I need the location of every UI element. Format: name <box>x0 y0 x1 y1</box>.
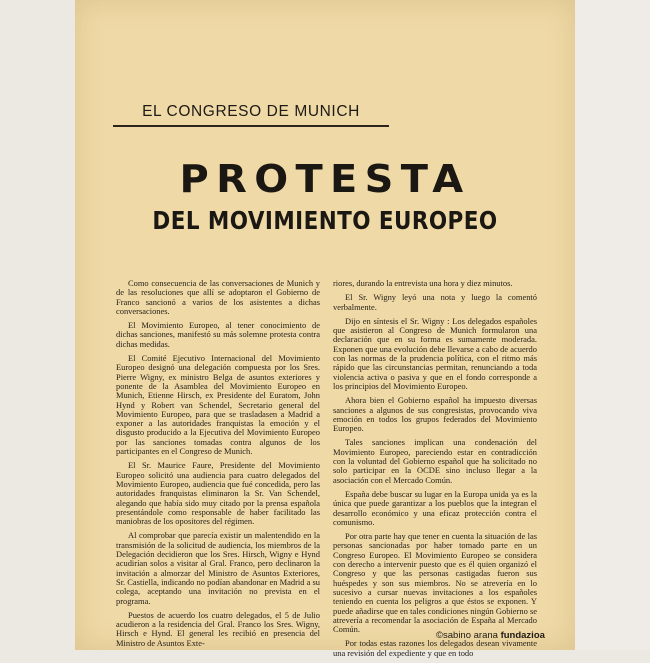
paragraph: Ahora bien el Gobierno español ha impuesto diversas sanciones a algunos de sus congresistas, provocando viva emoción en todos los grupos federados del Movimiento Europeo. <box>333 395 537 434</box>
subheadline: DEL MOVIMIENTO EUROPEO <box>152 206 498 235</box>
headline: PROTESTA <box>179 157 471 201</box>
paragraph: riores, durando la entrevista una hora y diez minutos. <box>333 278 513 288</box>
paragraph: Dijo en síntesis el Sr. Wigny : Los delegados españoles que asistieron al Congreso de Munich formularon una declaración que en su forma es sumamente moderada. Exponen que una evolución debe llevarse a cabo de acuerdo con las normas de la prudencia política, con el ritmo más rápido que las circunstancias permitan, renunciando a toda violencia activa o pasiva y que en el fondo corresponde a los principios del Movimiento Europeo. <box>333 315 537 391</box>
section-header: EL CONGRESO DE MUNICH <box>142 103 360 120</box>
paragraph: El Comité Ejecutivo Internacional del Movimiento Europeo designó una delegación compuesta por los Sres. Pierre Wigny, ex ministro Belga de asuntos exteriores y ponente de la Asamblea del Movimiento Europeo en Munich, Etienne Hirsch, ex Presidente del Euratom, John Hynd y Robert van Schendel, Secretario general del Movimiento Europeo, para que se trasladasen a Madrid a exponer a las autoridades franquistas la emoción y el disgusto producido a la Ejecutiva del Movimiento Europeo por las sanciones tomadas contra algunos de los participantes en el Congreso de Munich. <box>116 353 320 457</box>
scan-margin <box>575 0 650 650</box>
article-column-right <box>333 279 537 663</box>
paragraph: Al comprobar que parecía existir un malentendido en la transmisión de la solicitud de audiencia, los miembros de la Delegación decidieron que los Sres. Hirsch, Wigny e Hynd acudirían solos a visitar al Gral. Franco, pero declinaron la invitación a almorzar del Ministro de Asuntos Exteriores, Sr. Castiella, indicando no podían abandonar en Madrid a su colega, aceptando una invitación no prevista en el programa. <box>116 530 320 606</box>
paragraph: El Sr. Wigny leyó una nota y luego la comentó verbalmente. <box>333 292 537 312</box>
paragraph: Como consecuencia de las conversaciones de Munich y de las resoluciones que allí se adoptaron el Gobierno de Franco sancionó a varios de los asistentes a dichas conversaciones. <box>116 278 320 316</box>
paragraph: Tales sanciones implican una condenación del Movimiento Europeo, pareciendo estar en contradicción con la voluntad del Gobierno español que ha solicitado no solo participar en la OCDE sino incluso llegar a la asociación con el Mercado Común. <box>333 437 537 485</box>
article-column-left <box>116 279 320 653</box>
paragraph: El Sr. Maurice Faure, Presidente del Movimiento Europeo solicitó una audiencia para cuatro delegados del Movimiento Europeo, audiencia que fué concedida, pero las autoridades franquistas eliminaron la Sr. Van Schendel, alegando que había sido muy citado por la prensa española presentándole como responsable de haber facilitado las maniobras de los opositores del régimen. <box>116 460 320 527</box>
paragraph: España debe buscar su lugar en la Europa unida ya es la única que puede garantizar a los pueblos que la integran el desarrollo económico y una eficaz protección contra el comunismo. <box>333 488 537 527</box>
paragraph: El Movimiento Europeo, al tener conocimiento de dichas sanciones, manifestó su más solemne protesta contra dichas medidas. <box>116 320 320 349</box>
header-underline <box>113 125 389 127</box>
archive-watermark <box>436 630 545 641</box>
paragraph: Puestos de acuerdo los cuatro delegados, el 5 de Julio acudieron a la residencia del Gral. Franco los Sres. Wigny, Hirsch e Hynd. El general les recibió en presencia del Ministro de Asuntos Exte- <box>116 609 320 648</box>
paragraph: Por otra parte hay que tener en cuenta la situación de las personas sancionadas por haber tomado parte en un Congreso Europeo. El Movimiento Europeo se considera con derecho a intervenir puesto que es él quien organizó el Congreso y que las personas castigadas fueron sus huéspedes y son sus miembros. No se atrevería en lo sucesivo a cursar nuevas invitaciones a los españoles teniendo en cuenta los peligros a que éstos se exponen. Y puede añadirse que en tales condiciones ningún Gobierno se atrevería a recomendar la asociación de España al Mercado Común. <box>333 531 537 635</box>
watermark-brand: fundazioa <box>500 630 545 641</box>
paragraph: Por todas estas razones los delegados desean vivamente una revisión del expediente y que en todo <box>333 638 537 658</box>
watermark-copyright: ©sabino arana <box>436 630 498 641</box>
